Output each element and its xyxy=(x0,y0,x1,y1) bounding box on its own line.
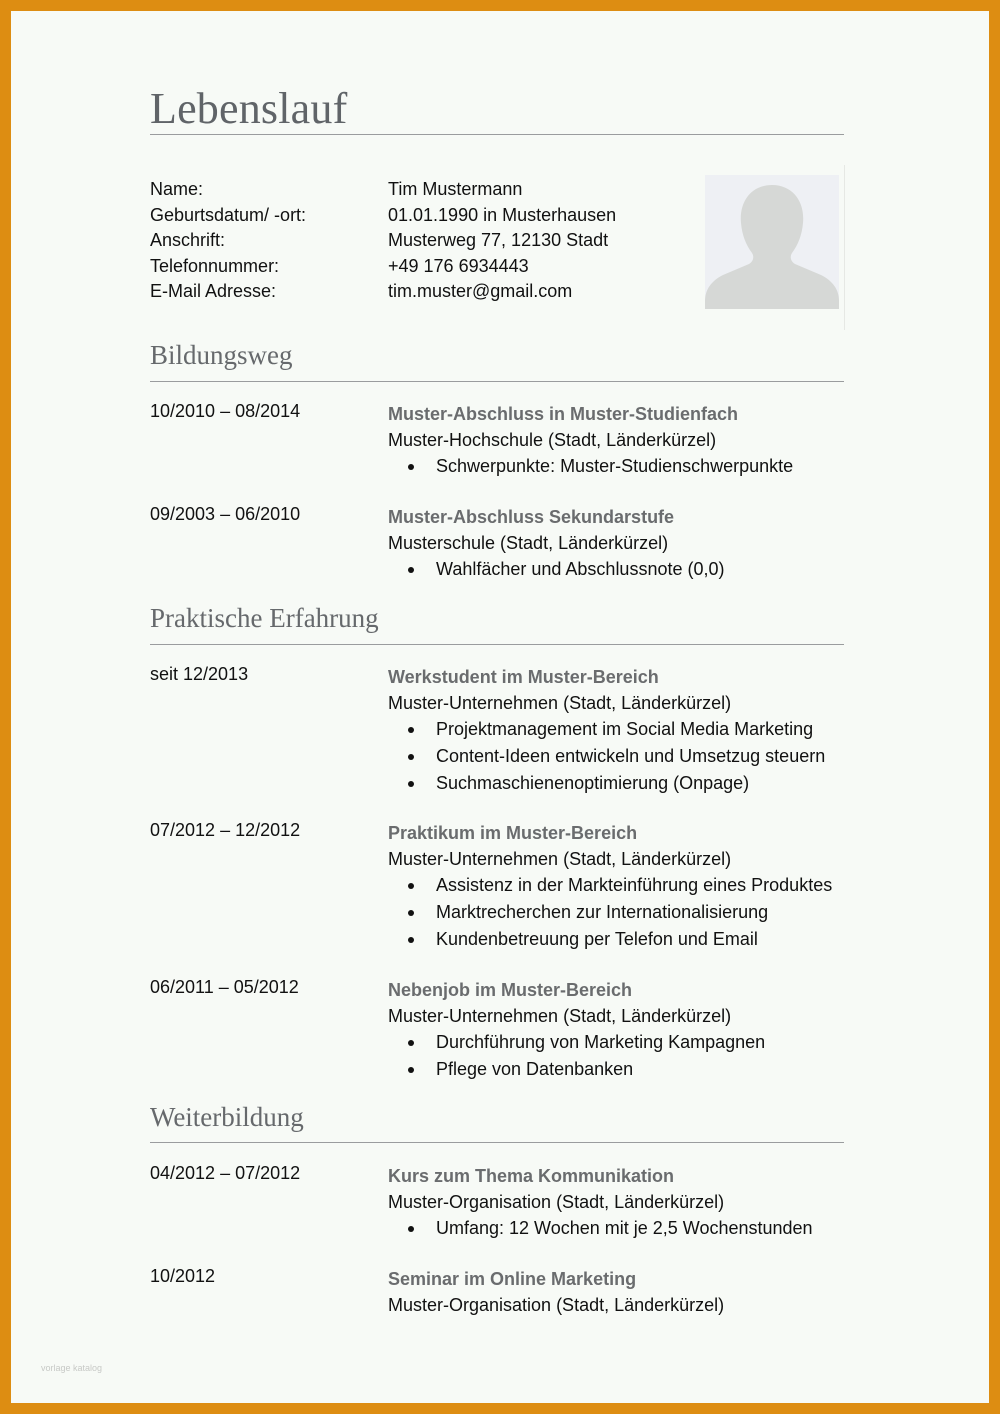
entry-position: Kurs zum Thema Kommunikation xyxy=(388,1166,675,1186)
bullet-item: Content-Ideen entwickeln und Umsetzug steuern xyxy=(388,743,848,770)
person-silhouette-icon xyxy=(705,175,839,309)
entry-date: 07/2012 – 12/2012 xyxy=(150,820,301,840)
bullet-item: Kundenbetreuung per Telefon und Email xyxy=(388,926,848,953)
resume-page xyxy=(11,11,989,1403)
info-row-address xyxy=(150,230,690,256)
title-divider xyxy=(150,134,844,135)
entry-bullets xyxy=(388,453,848,480)
entry-organization: Muster-Unternehmen (Stadt, Länderkürzel) xyxy=(388,693,732,713)
entry-organization: Musterschule (Stadt, Länderkürzel) xyxy=(388,533,669,553)
bullet-item: Marktrecherchen zur Internationalisierung xyxy=(388,899,848,926)
entry-position: Seminar im Online Marketing xyxy=(388,1269,637,1289)
info-value: Tim Mustermann xyxy=(388,179,523,199)
profile-photo-placeholder xyxy=(705,175,839,309)
entry-position: Praktikum im Muster-Bereich xyxy=(388,823,638,843)
section-divider xyxy=(150,644,844,645)
entry-bullets xyxy=(388,1029,848,1083)
section-divider xyxy=(150,381,844,382)
info-value: Musterweg 77, 12130 Stadt xyxy=(388,230,609,251)
info-label: Anschrift: xyxy=(150,230,226,251)
info-label: E-Mail Adresse: xyxy=(150,281,277,302)
info-row-email xyxy=(150,281,690,307)
entry-position: Muster-Abschluss in Muster-Studienfach xyxy=(388,404,739,424)
bullet-item: Schwerpunkte: Muster-Studienschwerpunkte xyxy=(388,453,848,480)
entry-date: 06/2011 – 05/2012 xyxy=(150,977,299,997)
bullet-item: Umfang: 12 Wochen mit je 2,5 Wochenstunden xyxy=(388,1215,848,1242)
page-title: Lebenslauf xyxy=(150,84,348,133)
info-label: Name: xyxy=(150,179,204,199)
entry-organization: Muster-Organisation (Stadt, Länderkürzel) xyxy=(388,1295,725,1315)
entry-date: 04/2012 – 07/2012 xyxy=(150,1163,301,1183)
info-value: +49 176 6934443 xyxy=(388,255,529,276)
entry-bullets xyxy=(388,872,848,953)
entry-position: Muster-Abschluss Sekundarstufe xyxy=(388,507,675,527)
section-title-education: Bildungsweg xyxy=(150,340,293,370)
info-value: tim.muster@gmail.com xyxy=(388,281,573,302)
entry-organization: Muster-Unternehmen (Stadt, Länderkürzel) xyxy=(388,849,732,869)
photo-frame xyxy=(697,165,845,330)
entry-position: Werkstudent im Muster-Bereich xyxy=(388,667,659,687)
bullet-item: Durchführung von Marketing Kampagnen xyxy=(388,1029,848,1056)
entry-bullets xyxy=(388,556,848,583)
section-title-training: Weiterbildung xyxy=(150,1102,304,1132)
entry-position: Nebenjob im Muster-Bereich xyxy=(388,980,633,1000)
bullet-item: Projektmanagement im Social Media Marketing xyxy=(388,716,848,743)
info-row-name xyxy=(150,179,690,205)
entry-organization: Muster-Hochschule (Stadt, Länderkürzel) xyxy=(388,430,717,450)
entry-date: 10/2012 xyxy=(150,1266,216,1286)
personal-info xyxy=(150,179,690,307)
entry-bullets xyxy=(388,716,848,797)
info-row-phone xyxy=(150,256,690,282)
info-value: 01.01.1990 in Musterhausen xyxy=(388,204,617,225)
section-title-experience: Praktische Erfahrung xyxy=(150,603,379,633)
entry-organization: Muster-Organisation (Stadt, Länderkürzel) xyxy=(388,1192,725,1212)
info-label: Geburtsdatum/ -ort: xyxy=(150,204,307,225)
info-label: Telefonnummer: xyxy=(150,255,280,276)
section-divider xyxy=(150,1142,844,1143)
bullet-item: Assistenz in der Markteinführung eines Produktes xyxy=(388,872,848,899)
entry-date: 10/2010 – 08/2014 xyxy=(150,401,301,421)
entry-organization: Muster-Unternehmen (Stadt, Länderkürzel) xyxy=(388,1006,732,1026)
entry-date: 09/2003 – 06/2010 xyxy=(150,504,301,524)
bullet-item: Pflege von Datenbanken xyxy=(388,1056,848,1083)
bullet-item: Wahlfächer und Abschlussnote (0,0) xyxy=(388,556,848,583)
entry-bullets xyxy=(388,1215,848,1242)
watermark: vorlage katalog xyxy=(41,1363,103,1373)
info-row-birth xyxy=(150,205,690,231)
entry-date: seit 12/2013 xyxy=(150,664,249,684)
bullet-item: Suchmaschienenoptimierung (Onpage) xyxy=(388,770,848,797)
